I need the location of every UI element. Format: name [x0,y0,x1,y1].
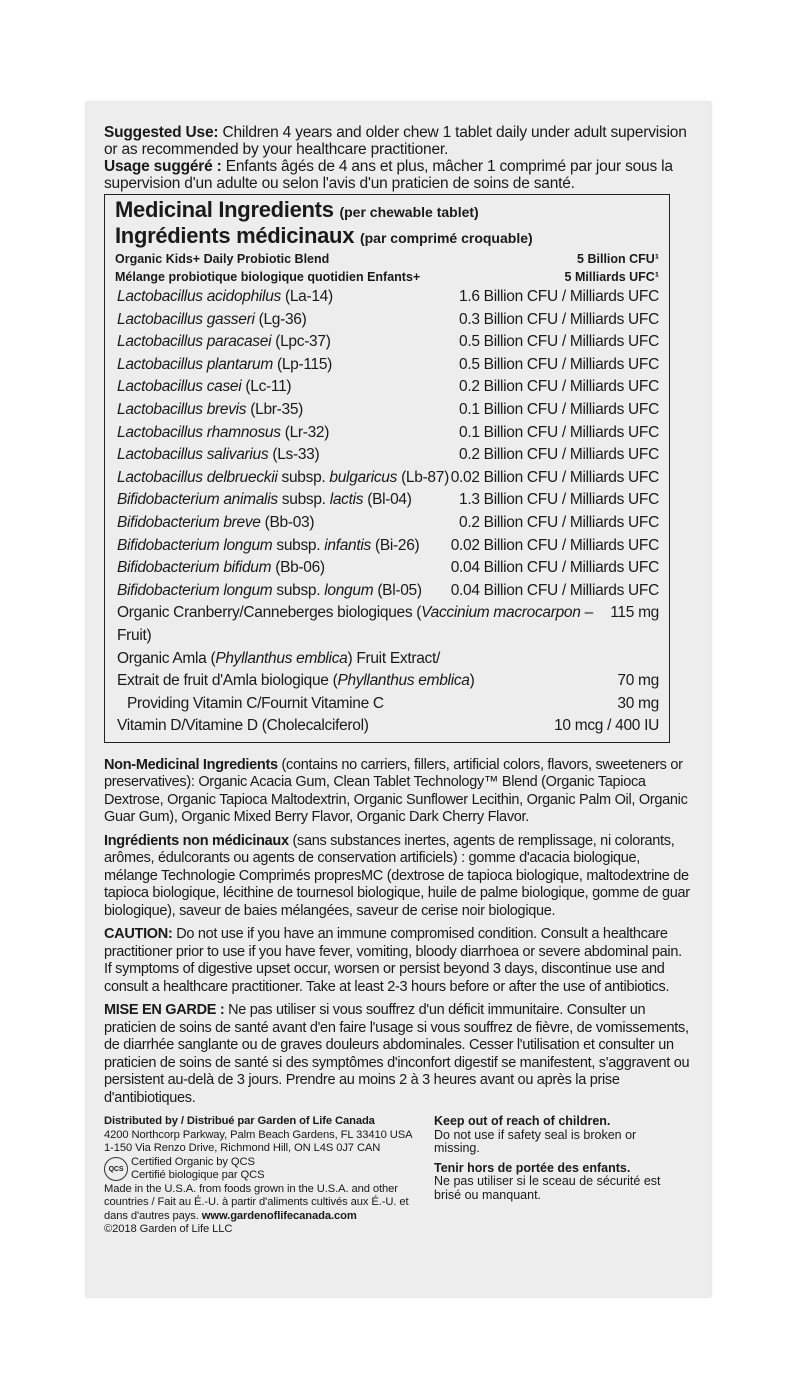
strain-row: Lactobacillus delbrueckii subsp. bulgaricus (Lb-87) 0.02 Billion CFU / Milliards UFC [117,468,659,486]
label-content [104,124,690,1237]
strain-row: Lactobacillus brevis (Lbr-35) 0.1 Billion CFU / Milliards UFC [117,400,659,418]
caution-fr: MISE EN GARDE : Ne pas utiliser si vous souffrez d'un déficit immunitaire. Consulter un praticien de soins de santé avant d'en faire l'usage si vous souffrez de fièvre, de vomissements, de diarrhée sanglante ou de graves douleurs abdominales. Cesser l'utilisation et consulter un praticien de soins de santé si des symptômes d'inconfort digestif se manifestent, s'aggravent ou persistent au-delà de 3 jours. Prendre au moins 2 à 3 heures avant ou après la prise d'antibiotiques. [104,1002,690,1106]
blend-row-en: Organic Kids+ Daily Probiotic Blend 5 Billion CFU¹ [115,252,659,266]
strain-row: Bifidobacterium animalis subsp. lactis (Bl-04) 1.3 Billion CFU / Milliards UFC [117,491,659,509]
vitamin-c-row: Providing Vitamin C/Fournit Vitamine C 30 mg [127,694,659,712]
non-medicinal-en: Non-Medicinal Ingredients (contains no carriers, fillers, artificial colors, flavors, sweeteners or preservatives): Organic Acacia Gum, Clean Tablet Technology™ Blend (Organic Tapioca Dextrose, Organic Tapioca Maltodextrin, Organic Sunflower Lecithin, Organic Palm Oil, Organic Guar Gum), Organic Mixed Berry Flavor, Organic Dark Cherry Flavor. [104,756,688,826]
amla-row-fr: Extrait de fruit d'Amla biologique (Phyllanthus emblica) 70 mg [117,672,659,690]
strain-row: Lactobacillus acidophilus (La-14) 1.6 Billion CFU / Milliards UFC [117,288,659,305]
website-link[interactable]: www.gardenoflifecanada.com [201,1209,357,1222]
caution-en: CAUTION: Do not use if you have an immune compromised condition. Consult a healthcare practitioner prior to use if you have fever, vomiting, bloody diarrhoea or severe abdominal pain. If symptoms of digestive upset occur, worsen or persist beyond 3 days, discontinue use and consult a healthcare practitioner. Take at least 2-3 hours before or after the use of antibiotics. [104,926,682,995]
strain-row: Bifidobacterium longum subsp. longum (Bl-05) 0.04 Billion CFU / Milliards UFC [117,581,659,599]
non-medicinal-fr: Ingrédients non médicinaux (sans substances inertes, agents de remplissage, ni colorants, arômes, édulcorants ou agents de conservation artificiels) : gomme d'acacia biologique, mélange Technologie Comprimés propresMC (dextrose de tapioca biologique, maltodextrine de tapioca biologique, lécithine de tournesol biologique, huile de palme biologique, gomme de guar biologique), saveur de baies mélangées, saveur de cerise noir biologique. [104,832,690,919]
strain-row: Lactobacillus gasseri (Lg-36) 0.3 Billion CFU / Milliards UFC [117,310,659,328]
child-warning [434,1115,674,1237]
strain-row: Lactobacillus salivarius (Ls-33) 0.2 Billion CFU / Milliards UFC [117,446,659,464]
strain-row: Bifidobacterium bifidum (Bb-06) 0.04 Billion CFU / Milliards UFC [117,559,659,577]
strain-row: Bifidobacterium longum subsp. infantis (Bi-26) 0.02 Billion CFU / Milliards UFC [117,536,659,554]
usage-suggere-text: Enfants âgés de 4 ans et plus, mâcher 1 comprimé par jour sous la supervision d'un adulte ou selon l'avis d'un praticien de soins de santé. [104,158,673,192]
strain-list [115,286,659,602]
medicinal-ingredients-box [104,194,670,743]
label-panel [86,102,711,1297]
strain-row: Lactobacillus plantarum (Lp-115) 0.5 Billion CFU / Milliards UFC [117,355,659,373]
seal-en: Do not use if safety seal is broken or missing. [434,1127,637,1156]
medicinal-title-fr: Ingrédients médicinaux (par comprimé croquable) [115,223,533,248]
medicinal-title-en: Medicinal Ingredients (per chewable tablet) [115,197,479,222]
distributor-info [104,1115,426,1237]
footer [104,1115,690,1237]
keep-out-en: Keep out of reach of children. [434,1114,611,1129]
qcs-logo-icon: QCS [104,1157,128,1181]
strain-row: Lactobacillus casei (Lc-11) 0.2 Billion CFU / Milliards UFC [117,378,659,396]
copyright: ©2018 Garden of Life LLC [104,1223,233,1236]
cranberry-row: Organic Cranberry/Canneberges biologiques (Vaccinium macrocarpon – Fruit) 115 mg [117,604,659,644]
suggested-use-text: Children 4 years and older chew 1 tablet daily under adult supervision or as recommended by your healthcare practitioner. [104,124,687,158]
seal-fr: Ne pas utiliser si le sceau de sécurité est brisé ou manquant. [434,1174,661,1202]
keep-out-fr: Tenir hors de portée des enfants. [434,1160,631,1175]
strain-row: Lactobacillus rhamnosus (Lr-32) 0.1 Billion CFU / Milliards UFC [117,423,659,441]
strain-row: Bifidobacterium breve (Bb-03) 0.2 Billion CFU / Milliards UFC [117,513,659,531]
vitamin-d-row: Vitamin D/Vitamine D (Cholecalciferol) 10 mcg / 400 IU [117,717,659,735]
amla-row-en: Organic Amla (Phyllanthus emblica) Fruit Extract/ [117,649,440,667]
address-ca: 1-150 Via Renzo Drive, Richmond Hill, ON L4S 0J7 CAN [104,1142,381,1155]
address-us: 4200 Northcorp Parkway, Palm Beach Gardens, FL 33410 USA [104,1128,413,1141]
made-in: Made in the U.S.A. from foods grown in the U.S.A. and other countries / Fait au É.-U. à partir d'aliments cultivés aux É.-U. et dans d'autres pays. [104,1182,409,1222]
suggested-use [104,124,690,192]
suggested-use-label: Suggested Use: [104,124,219,141]
usage-suggere-label: Usage suggéré : [104,158,222,175]
distributed-by: Distributed by / Distribué par Garden of Life Canada [104,1115,375,1128]
blend-row-fr: Mélange probiotique biologique quotidien Enfants+ 5 Milliards UFC¹ [115,270,659,284]
strain-row: Lactobacillus paracasei (Lpc-37) 0.5 Billion CFU / Milliards UFC [117,333,659,351]
qcs-certification: QCS Certified Organic by QCS Certifié biologique par QCS [104,1156,426,1183]
